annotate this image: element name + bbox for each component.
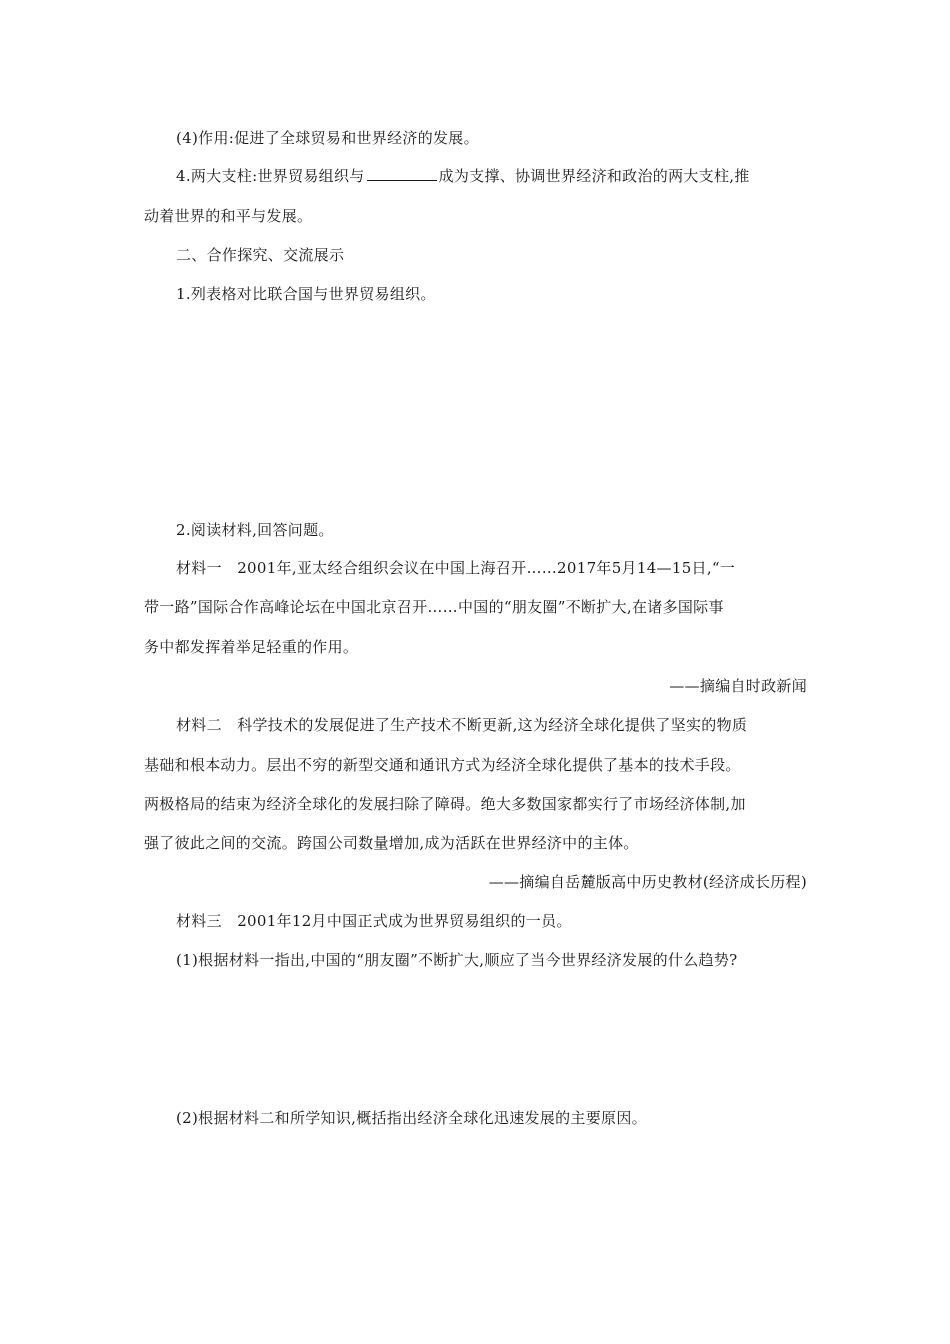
material-1-line: 材料一 2001年,亚太经合组织会议在中国上海召开……2017年5月14—15日,“一 — [176, 559, 736, 577]
item-4-pillars-cont: 动着世界的和平与发展。 — [144, 207, 313, 225]
item-4-effect: (4)作用:促进了全球贸易和世界经济的发展。 — [176, 129, 479, 147]
question-1: 1.列表格对比联合国与世界贸易组织。 — [176, 285, 436, 303]
fill-in-blank[interactable] — [367, 166, 437, 181]
sub-question-2: (2)根据材料二和所学知识,概括指出经济全球化迅速发展的主要原因。 — [176, 1109, 647, 1127]
material-1-source: ——摘编自时政新闻 — [669, 677, 807, 695]
pillars-suffix: 成为支撑、协调世界经济和政治的两大支柱,推 — [438, 167, 750, 185]
material-3-line: 材料三 2001年12月中国正式成为世界贸易组织的一员。 — [176, 912, 572, 930]
material-1-line: 带一路”国际合作高峰论坛在中国北京召开……中国的“朋友圈”不断扩大,在诸多国际事 — [144, 598, 724, 616]
material-2-line: 基础和根本动力。层出不穷的新型交通和通讯方式为经济全球化提供了基本的技术手段。 — [144, 756, 741, 774]
material-2-line: 两极格局的结束为经济全球化的发展扫除了障碍。绝大多数国家都实行了市场经济体制,加 — [144, 795, 746, 813]
item-4-pillars — [176, 166, 750, 186]
material-1-line: 务中都发挥着举足轻重的作用。 — [144, 638, 359, 656]
material-2-line: 材料二 科学技术的发展促进了生产技术不断更新,这为经济全球化提供了坚实的物质 — [176, 716, 748, 734]
sub-question-1: (1)根据材料一指出,中国的“朋友圈”不断扩大,顺应了当今世界经济发展的什么趋势? — [176, 951, 738, 969]
question-2: 2.阅读材料,回答问题。 — [176, 521, 334, 539]
section-heading: 二、合作探究、交流展示 — [176, 246, 345, 264]
pillars-prefix: 4.两大支柱:世界贸易组织与 — [176, 167, 365, 185]
material-2-source: ——摘编自岳麓版高中历史教材(经济成长历程) — [488, 873, 807, 891]
material-2-line: 强了彼此之间的交流。跨国公司数量增加,成为活跃在世界经济中的主体。 — [144, 834, 639, 852]
